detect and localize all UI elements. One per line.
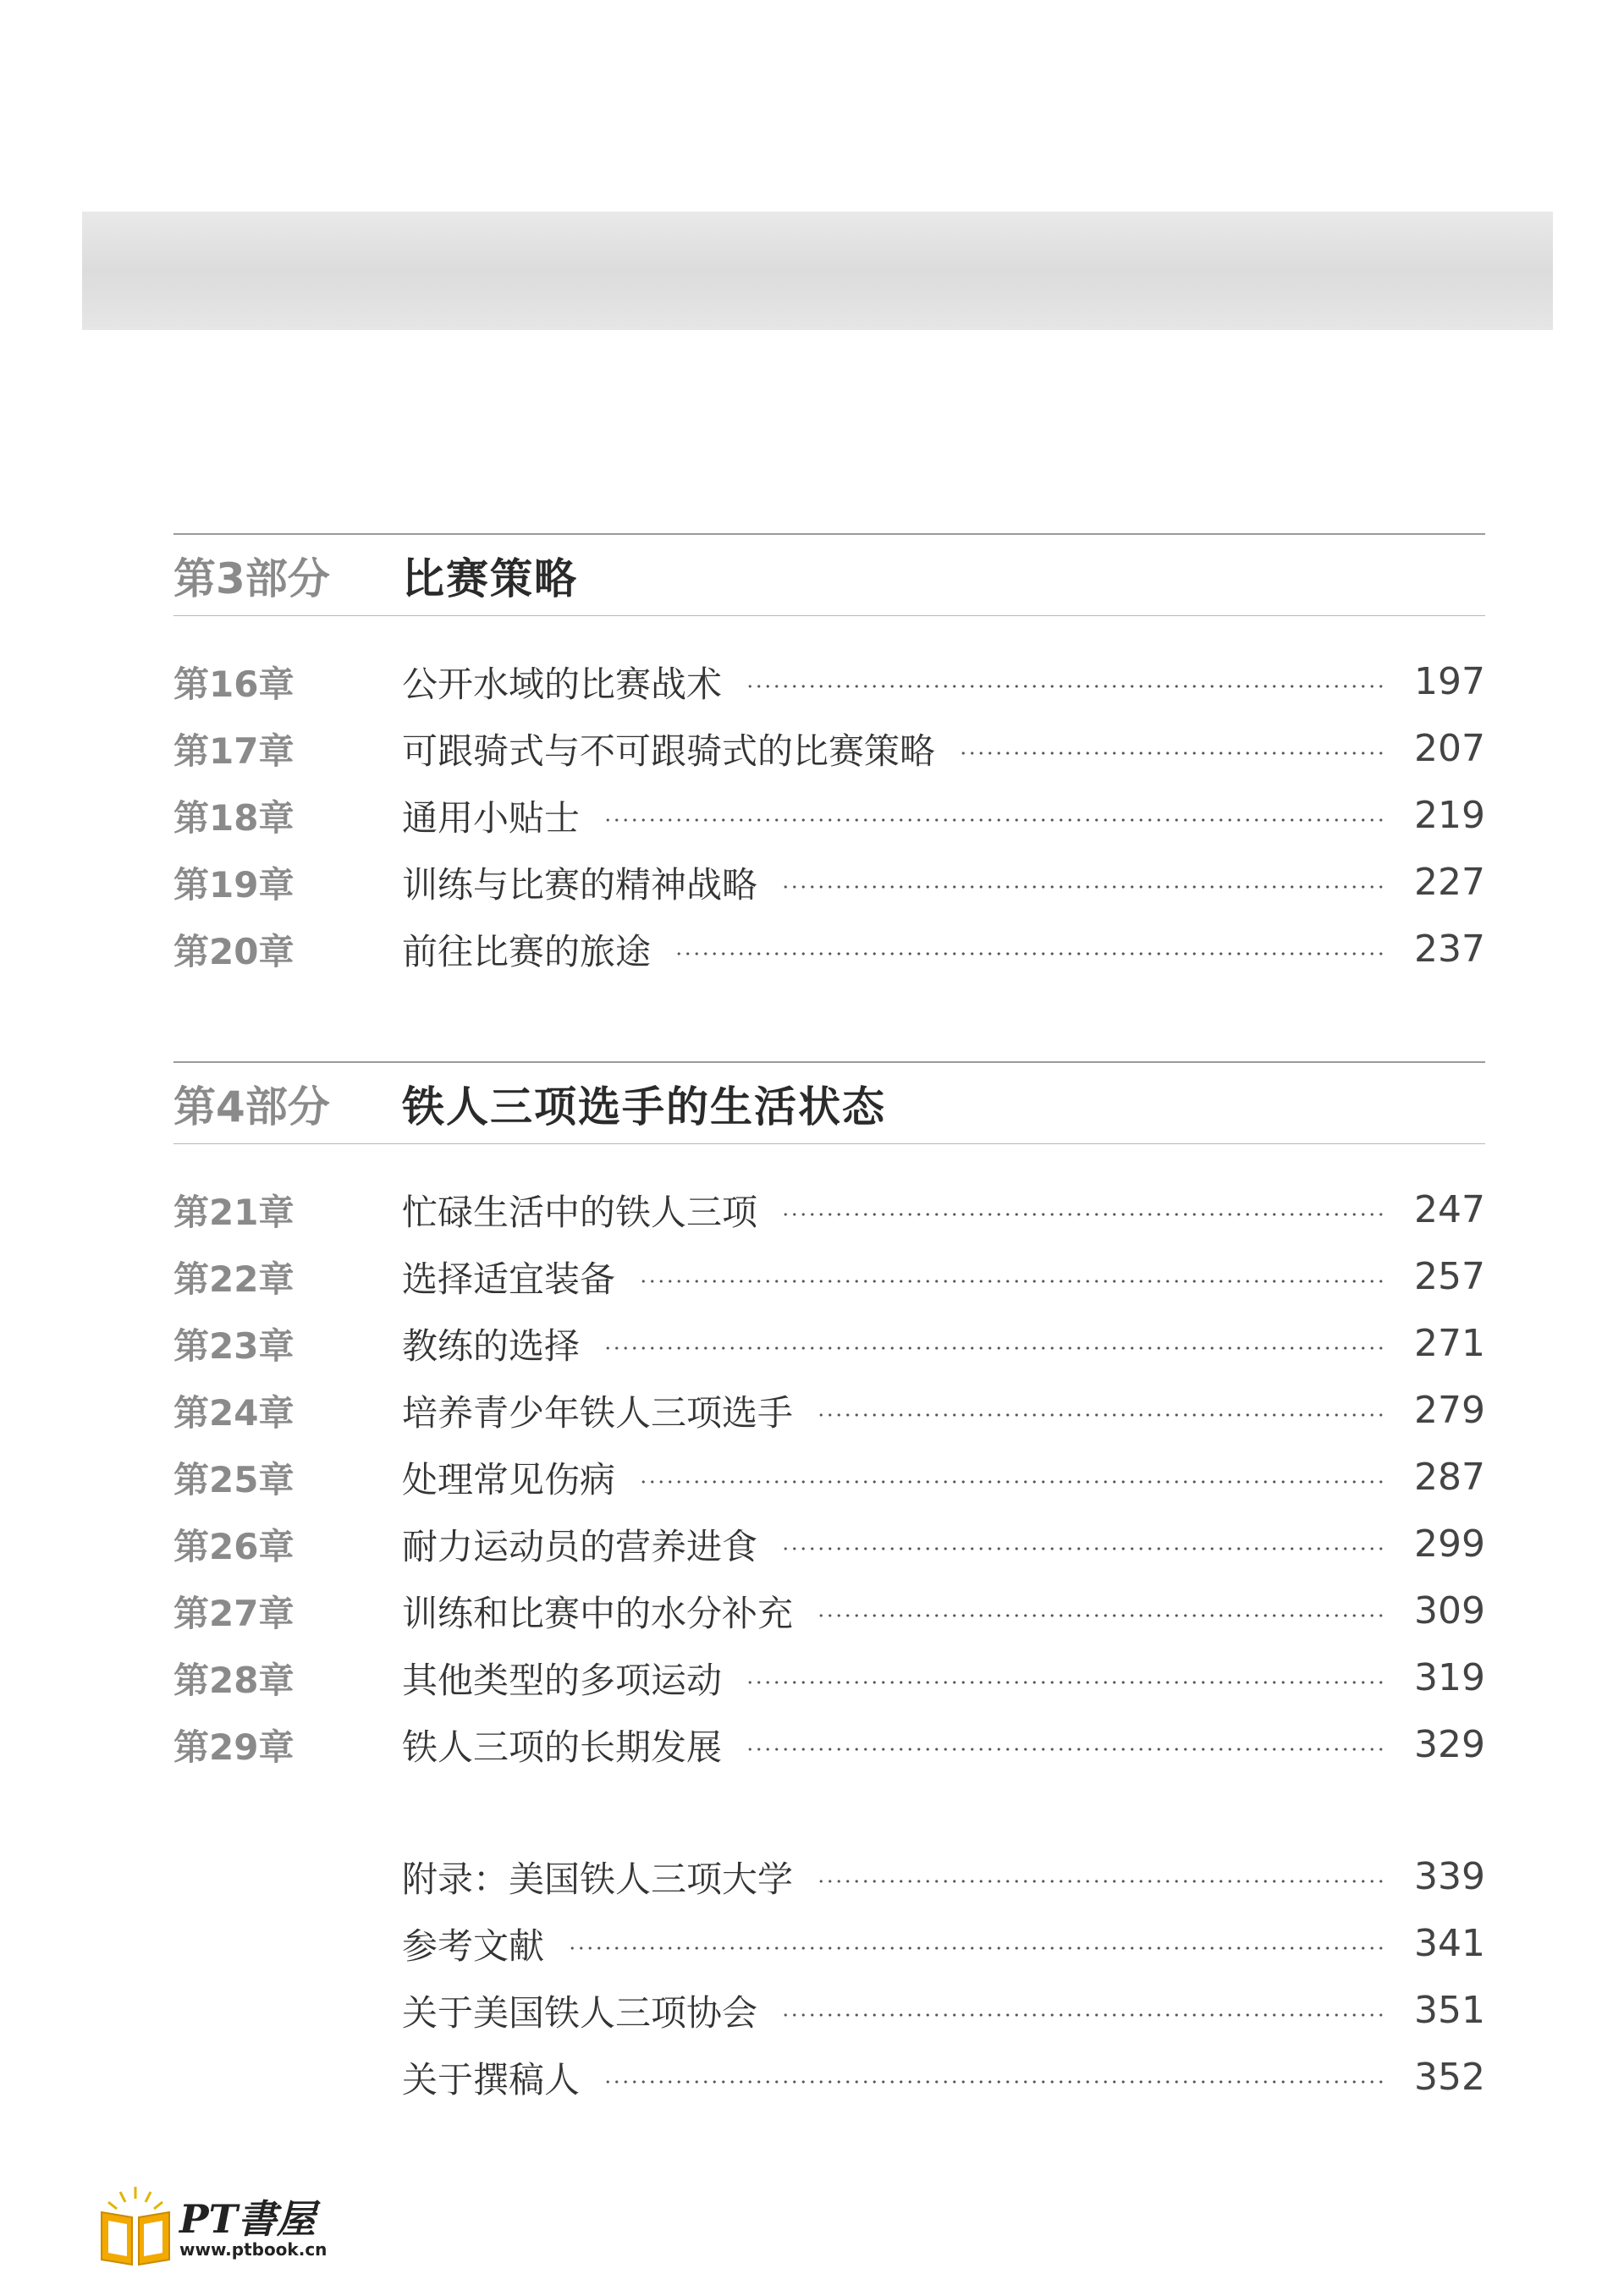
dot-leader: [781, 885, 1384, 889]
dot-leader: [781, 1213, 1384, 1216]
toc-entry[interactable]: [173, 849, 1485, 916]
page-number: 351: [1414, 1989, 1485, 2032]
dot-leader: [639, 1480, 1384, 1484]
chapter-title: 培养青少年铁人三项选手: [402, 1391, 794, 1434]
dot-leader: [781, 2013, 1384, 2017]
toc-entry[interactable]: [173, 1644, 1485, 1711]
watermark-name: PT書屋: [179, 2196, 316, 2242]
part-title: 比赛策略: [402, 553, 578, 603]
dot-leader: [746, 1681, 1384, 1684]
toc-entry[interactable]: [173, 1977, 1485, 2044]
chapter-title: 可跟骑式与不可跟骑式的比赛策略: [402, 730, 936, 772]
chapter-title: 通用小贴士: [402, 796, 581, 839]
chapter-number: 第29章: [173, 1726, 295, 1768]
toc-entry[interactable]: [173, 2044, 1485, 2111]
dot-leader: [603, 818, 1384, 822]
toc-entry[interactable]: [173, 1176, 1485, 1243]
chapter-number: 第25章: [173, 1458, 295, 1500]
chapter-list: [173, 616, 1485, 983]
toc-entry[interactable]: [173, 1243, 1485, 1310]
page-number: 237: [1414, 928, 1485, 971]
chapter-title: 铁人三项的长期发展: [402, 1726, 723, 1768]
toc-entry[interactable]: [173, 1377, 1485, 1444]
dot-leader: [746, 1748, 1384, 1751]
appendix-title: 关于撰稿人: [402, 2058, 581, 2101]
chapter-number: 第28章: [173, 1659, 295, 1701]
toc-entry[interactable]: [173, 1711, 1485, 1778]
dot-leader: [781, 1547, 1384, 1550]
chapter-title: 选择适宜装备: [402, 1258, 616, 1300]
page-number: 329: [1414, 1723, 1485, 1766]
page-number: 299: [1414, 1522, 1485, 1566]
chapter-title: 训练和比赛中的水分补充: [402, 1592, 794, 1634]
part-3-section: [173, 533, 1485, 983]
watermark-logo: [95, 2183, 366, 2268]
chapter-number: 第20章: [173, 930, 295, 972]
toc-entry[interactable]: [173, 1444, 1485, 1511]
page-number: 279: [1414, 1389, 1485, 1432]
dot-leader: [603, 1346, 1384, 1350]
dot-leader: [746, 685, 1384, 688]
page-number: 257: [1414, 1255, 1485, 1298]
page-number: 227: [1414, 861, 1485, 904]
page-number: 197: [1414, 660, 1485, 703]
chapter-title: 训练与比赛的精神战略: [402, 863, 758, 906]
toc-entry[interactable]: [173, 648, 1485, 715]
chapter-title: 忙碌生活中的铁人三项: [402, 1191, 758, 1233]
header-band: [82, 212, 1553, 330]
page-number: 287: [1414, 1456, 1485, 1499]
dot-leader: [674, 952, 1384, 955]
page-number: 309: [1414, 1589, 1485, 1633]
dot-leader: [568, 1946, 1384, 1950]
chapter-title: 其他类型的多项运动: [402, 1659, 723, 1701]
part-number: 第4部分: [173, 1082, 330, 1131]
chapter-number: 第18章: [173, 796, 295, 839]
appendix-title: 附录：美国铁人三项大学: [402, 1858, 794, 1900]
chapter-number: 第16章: [173, 663, 295, 705]
part-4-section: [173, 1061, 1485, 1778]
chapter-list: [173, 1144, 1485, 1778]
page-number: 247: [1414, 1188, 1485, 1231]
toc-entry[interactable]: [173, 1577, 1485, 1644]
toc-entry[interactable]: [173, 715, 1485, 782]
toc-entry[interactable]: [173, 782, 1485, 849]
chapter-number: 第21章: [173, 1191, 295, 1233]
dot-leader: [603, 2080, 1384, 2084]
page-number: 352: [1414, 2056, 1485, 2099]
chapter-number: 第17章: [173, 730, 295, 772]
chapter-number: 第24章: [173, 1391, 295, 1434]
dot-leader: [639, 1280, 1384, 1283]
appendix-title: 参考文献: [402, 1924, 545, 1967]
page-number: 207: [1414, 727, 1485, 770]
chapter-number: 第26章: [173, 1525, 295, 1567]
toc-entry[interactable]: [173, 1910, 1485, 1977]
dot-leader: [959, 752, 1384, 755]
chapter-number: 第23章: [173, 1324, 295, 1367]
chapter-title: 教练的选择: [402, 1324, 581, 1367]
page-number: 339: [1414, 1855, 1485, 1898]
part-heading: [173, 535, 1485, 615]
toc-entry[interactable]: [173, 1310, 1485, 1377]
chapter-title: 公开水域的比赛战术: [402, 663, 723, 705]
dot-leader: [817, 1413, 1384, 1417]
watermark-url: www.ptbook.cn: [179, 2239, 328, 2260]
appendix-section: [173, 1843, 1485, 2111]
page-number: 219: [1414, 794, 1485, 837]
toc-entry[interactable]: [173, 1511, 1485, 1577]
part-heading: [173, 1063, 1485, 1143]
book-icon: [95, 2183, 176, 2268]
chapter-title: 耐力运动员的营养进食: [402, 1525, 758, 1567]
page-number: 341: [1414, 1922, 1485, 1965]
chapter-number: 第22章: [173, 1258, 295, 1300]
toc-entry[interactable]: [173, 1843, 1485, 1910]
dot-leader: [817, 1880, 1384, 1883]
chapter-number: 第27章: [173, 1592, 295, 1634]
appendix-title: 关于美国铁人三项协会: [402, 1991, 758, 2034]
chapter-title: 处理常见伤病: [402, 1458, 616, 1500]
part-title: 铁人三项选手的生活状态: [402, 1082, 886, 1131]
chapter-number: 第19章: [173, 863, 295, 906]
page-number: 271: [1414, 1322, 1485, 1365]
page-number: 319: [1414, 1656, 1485, 1699]
chapter-title: 前往比赛的旅途: [402, 930, 652, 972]
toc-entry[interactable]: [173, 916, 1485, 983]
dot-leader: [817, 1614, 1384, 1617]
part-number: 第3部分: [173, 553, 330, 603]
